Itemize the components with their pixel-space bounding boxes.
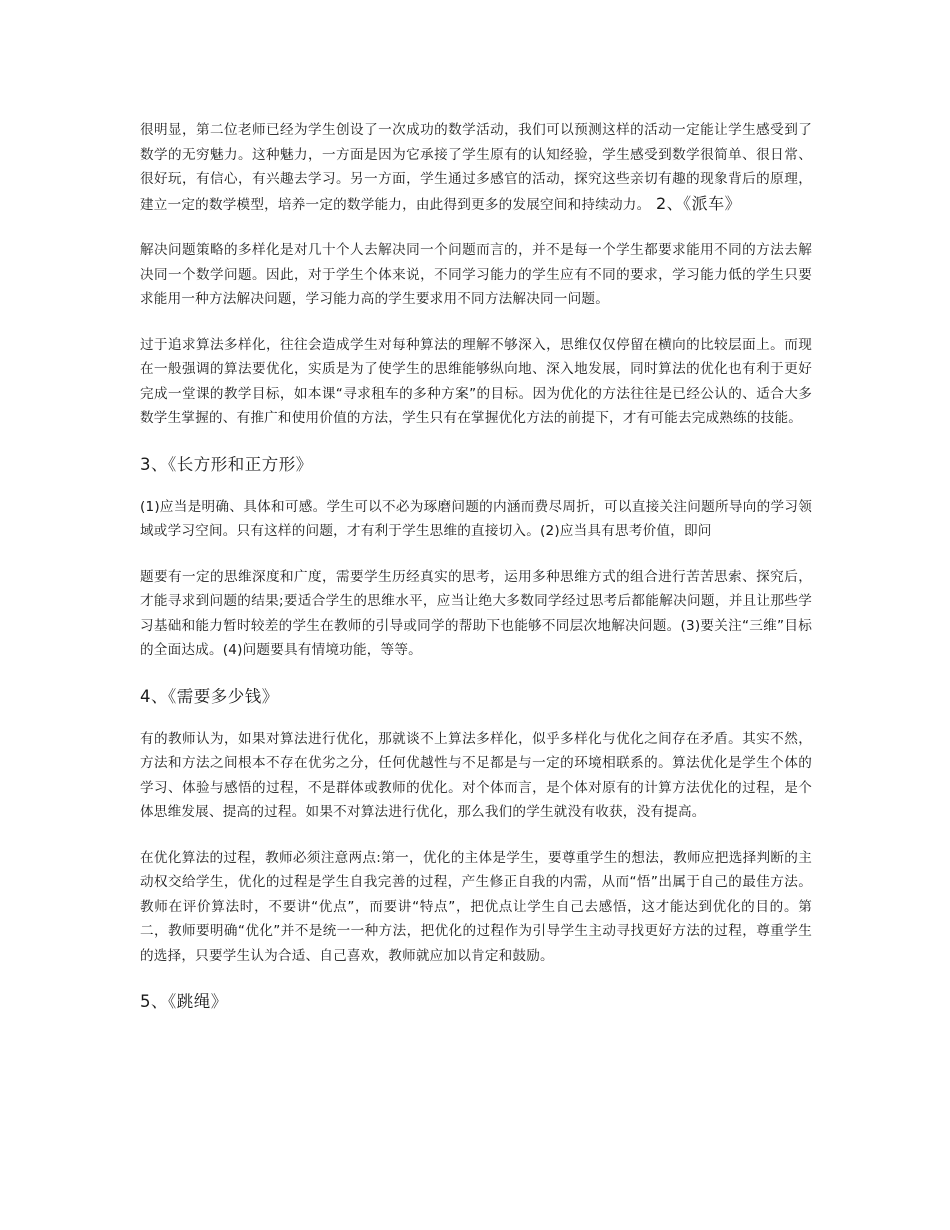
paragraph-6: 有的教师认为，如果对算法进行优化，那就谈不上算法多样化，似乎多样化与优化之间存在矛盾。其实不然，方法和方法之间根本不存在优劣之分，任何优越性与不足都是与一定的环境相联系的。算法优化是学生个体的学习、体验与感悟的过程，不是群体或教师的优化。对个体而言，是个体对原有的计算方法优化的过程，是个体思维发展、提高的过程。如果不对算法进行优化，那么我们的学生就没有收获，没有提高。 [140,730,812,820]
paragraph-2: 解决问题策略的多样化是对几十个人去解决同一个问题而言的，并不是每一个学生都要求能用不同的方法去解决同一个数学问题。因此，对于学生个体来说，不同学习能力的学生应有不同的要求，学习能力低的学生只要求能用一种方法解决问题，学习能力高的学生要求用不同方法解决同一问题。 [140,242,812,307]
section-3-heading: 3、《长方形和正方形》 [140,454,313,474]
section-5-heading: 5、《跳绳》 [140,992,228,1011]
section-4-heading: 4、《需要多少钱》 [140,686,279,706]
paragraph-3: 过于追求算法多样化，往往会造成学生对每种算法的理解不够深入，思维仅仅停留在横向的比较层面上。而现在一般强调的算法要优化，实质是为了使学生的思维能够纵向地、深入地发展，同时算法的优化也有利于更好完成一堂课的教学目标，如本课“寻求租车的多种方案”的目标。因为优化的方法往往是已经公认的、适合大多数学生掌握的、有推广和使用价值的方法，学生只有在掌握优化方法的前提下，才有可能去完成熟练的技能。 [140,336,812,426]
paragraph-1-text: 很明显，第二位老师已经为学生创设了一次成功的数学活动，我们可以预测这样的活动一定能让学生感受到了数学的无穷魅力。这种魅力，一方面是因为它承接了学生原有的认知经验，学生感受到数学很简单、很日常、很好玩，有信心，有兴趣去学习。另一方面，学生通过多感官的活动，探究这些亲切有趣的现象背后的原理，建立一定的数学模型，培养一定的数学能力，由此得到更多的发展空间和持续动力。 [140,122,812,213]
paragraph-7: 在优化算法的过程，教师必须注意两点:第一，优化的主体是学生，要尊重学生的想法，教师应把选择判断的主动权交给学生，优化的过程是学生自我完善的过程，产生修正自我的内需，从而“悟”出属于自己的最佳方法。教师在评价算法时，不要讲“优点”，而要讲“特点”，把优点让学生自己去感悟，这才能达到优化的目的。第二，教师要明确“优化”并不是统一一种方法，把优化的过程作为引导学生主动寻找更好方法的过程，尊重学生的选择，只要学生认为合适、自己喜欢，教师就应加以肯定和鼓励。 [140,849,812,964]
document-page [140,118,812,1032]
paragraph-4: (1)应当是明确、具体和可感。学生可以不必为琢磨问题的内涵而费尽周折，可以直接关注问题所导向的学习领域或学习空间。只有这样的问题，才有利于学生思维的直接切入。(2)应当具有思考价值，即问 [140,498,812,539]
paragraph-5: 题要有一定的思维深度和广度，需要学生历经真实的思考，运用多种思维方式的组合进行苦苦思索、探究后，才能寻求到问题的结果;要适合学生的思维水平，应当让绝大多数同学经过思考后都能解决问题，并且让那些学习基础和能力暂时较差的学生在教师的引导或同学的帮助下也能够不同层次地解决问题。(3)要关注“三维”目标的全面达成。(4)问题要具有情境功能，等等。 [140,568,812,658]
paragraph-1 [140,118,812,217]
section-2-heading: 2、《派车》 [650,193,742,213]
